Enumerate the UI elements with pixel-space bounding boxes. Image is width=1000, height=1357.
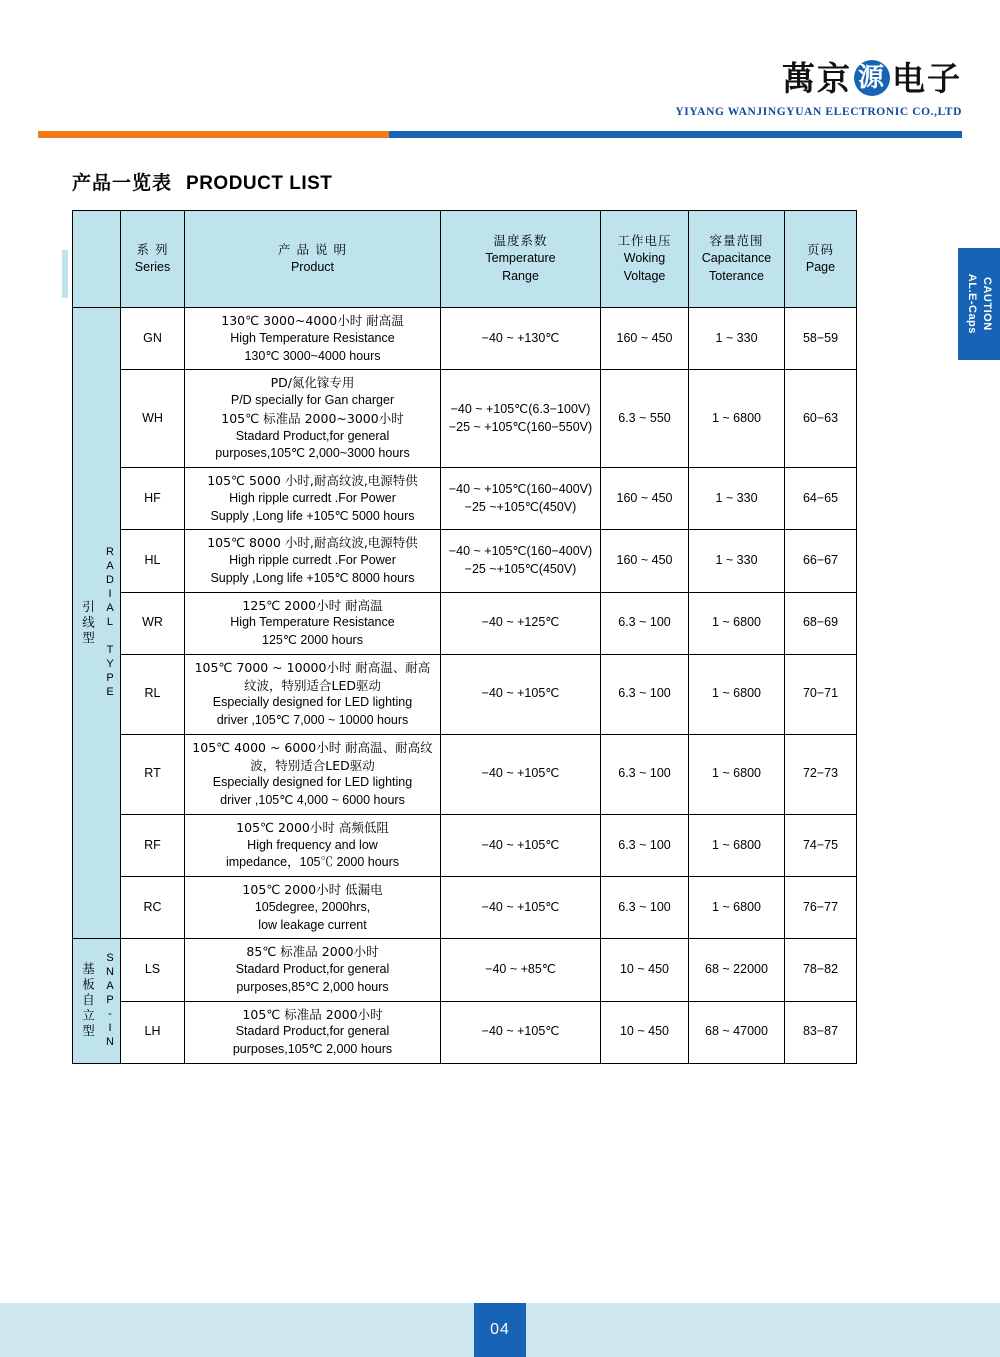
cell-product bbox=[185, 1001, 441, 1063]
product-line: High ripple curredt .For Power bbox=[229, 490, 396, 505]
product-line: High Temperature Resistance bbox=[230, 615, 395, 630]
header-series-cn: 系 列 bbox=[136, 242, 169, 258]
product-line: purposes,105℃ 2,000~3000 hours bbox=[215, 446, 410, 461]
temperature-line: −40 ~ +105℃ bbox=[481, 766, 560, 781]
table-row bbox=[73, 530, 857, 592]
cell-voltage: 160 ~ 450 bbox=[601, 530, 689, 592]
logo-cn-right: 电子 bbox=[892, 59, 962, 98]
cell-temperature bbox=[441, 370, 601, 468]
cell-capacitance: 68 ~ 22000 bbox=[689, 939, 785, 1001]
logo-chinese-name bbox=[675, 59, 962, 99]
group-label-en: SNAP-IN bbox=[103, 952, 116, 1050]
temperature-line: −40 ~ +105℃(160−400V) bbox=[448, 544, 593, 559]
header-capacitance-en: Capacitance bbox=[701, 251, 772, 266]
cell-series: HF bbox=[121, 468, 185, 530]
product-line: 105℃ 2000小时 高频低阻 bbox=[236, 819, 389, 835]
footer-page-number: 04 bbox=[474, 1303, 526, 1357]
product-line: low leakage current bbox=[258, 917, 367, 932]
product-line: 105℃ 8000 小时,耐高纹波,电源特供 bbox=[207, 535, 418, 551]
page-title-english: PRODUCT LIST bbox=[186, 173, 333, 194]
product-line: High ripple curredt .For Power bbox=[229, 553, 396, 567]
cell-temperature bbox=[441, 814, 601, 876]
header-temperature-en: Temperature bbox=[485, 251, 556, 266]
temperature-line: −40 ~ +105℃ bbox=[481, 686, 560, 701]
product-line: 105℃ 标准品 2000小时 bbox=[242, 1006, 383, 1022]
temperature-line: −40 ~ +105℃ bbox=[481, 837, 560, 852]
side-tab-line2: AL.E-Caps bbox=[966, 273, 978, 335]
cell-series: RC bbox=[121, 877, 185, 939]
cell-temperature bbox=[441, 877, 601, 939]
cell-product bbox=[185, 877, 441, 939]
table-body bbox=[73, 308, 857, 1064]
logo-cn-left: 萬京 bbox=[782, 59, 852, 98]
product-line: P/D specially for Gan charger bbox=[230, 393, 395, 407]
cell-voltage: 160 ~ 450 bbox=[601, 468, 689, 530]
cell-capacitance: 1 ~ 330 bbox=[689, 308, 785, 370]
cell-capacitance: 1 ~ 330 bbox=[689, 468, 785, 530]
cell-temperature bbox=[441, 734, 601, 814]
cell-page: 64−65 bbox=[785, 468, 857, 530]
left-accent-bar bbox=[62, 250, 68, 298]
table-row bbox=[73, 814, 857, 876]
cell-page: 60−63 bbox=[785, 370, 857, 468]
cell-product bbox=[185, 308, 441, 370]
cell-temperature bbox=[441, 592, 601, 654]
cell-capacitance: 68 ~ 47000 bbox=[689, 1001, 785, 1063]
cell-page: 66−67 bbox=[785, 530, 857, 592]
product-line: driver ,105℃ 4,000 ~ 6000 hours bbox=[220, 793, 405, 807]
cell-page: 70−71 bbox=[785, 654, 857, 734]
side-tab-line1: CAUTION bbox=[980, 277, 993, 331]
cell-temperature bbox=[441, 308, 601, 370]
table-row bbox=[73, 1001, 857, 1063]
cell-temperature bbox=[441, 468, 601, 530]
product-line: Supply ,Long life +105℃ 5000 hours bbox=[210, 508, 415, 523]
cell-page: 68−69 bbox=[785, 592, 857, 654]
product-line: High frequency and low bbox=[247, 837, 378, 852]
header-series bbox=[121, 211, 185, 308]
table-row bbox=[73, 654, 857, 734]
temperature-line: −40 ~ +105℃(160−400V) bbox=[448, 481, 593, 496]
product-line: Especially designed for LED lighting bbox=[212, 695, 413, 710]
product-line: purposes,105℃ 2,000 hours bbox=[232, 1042, 393, 1056]
product-line: 纹波，特别适合LED驱动 bbox=[244, 677, 381, 693]
table-row bbox=[73, 592, 857, 654]
product-line: impedance，105℃ 2000 hours bbox=[225, 855, 400, 870]
temperature-line: −40 ~ +105℃(6.3−100V) bbox=[450, 401, 591, 416]
header-voltage-en: Woking bbox=[623, 251, 666, 266]
cell-page: 83−87 bbox=[785, 1001, 857, 1063]
cell-product bbox=[185, 734, 441, 814]
temperature-line: −40 ~ +105℃ bbox=[481, 899, 560, 914]
page-header bbox=[0, 0, 1000, 140]
product-line: 105℃ 4000 ~ 6000小时 耐高温、耐高纹 bbox=[192, 739, 433, 755]
cell-voltage: 6.3 ~ 100 bbox=[601, 734, 689, 814]
cell-page: 58−59 bbox=[785, 308, 857, 370]
product-line: 125℃ 2000 hours bbox=[262, 633, 363, 647]
cell-page: 72−73 bbox=[785, 734, 857, 814]
table-head bbox=[73, 211, 857, 308]
product-line: Stadard Product,for general bbox=[235, 962, 390, 976]
cell-capacitance: 1 ~ 330 bbox=[689, 530, 785, 592]
company-logo bbox=[675, 59, 962, 118]
cell-voltage: 6.3 ~ 100 bbox=[601, 654, 689, 734]
cell-voltage: 6.3 ~ 100 bbox=[601, 877, 689, 939]
header-series-en: Series bbox=[134, 260, 171, 274]
group-label-cn: 引线型 bbox=[80, 599, 96, 647]
header-voltage-en2: Voltage bbox=[623, 268, 666, 283]
temperature-line: −40 ~ +85℃ bbox=[485, 962, 556, 976]
cell-temperature bbox=[441, 530, 601, 592]
cell-series: RL bbox=[121, 654, 185, 734]
product-line: 105℃ 5000 小时,耐高纹波,电源特供 bbox=[207, 473, 418, 488]
cell-product bbox=[185, 530, 441, 592]
side-tab-label bbox=[964, 274, 994, 334]
product-line: PD/氮化镓专用 bbox=[270, 375, 355, 391]
cell-capacitance: 1 ~ 6800 bbox=[689, 877, 785, 939]
product-line: 130℃ 3000~4000小时 耐高温 bbox=[221, 313, 404, 328]
product-table-container bbox=[72, 210, 856, 1064]
product-line: 85℃ 标准品 2000小时 bbox=[246, 944, 379, 960]
cell-temperature bbox=[441, 1001, 601, 1063]
cell-temperature bbox=[441, 939, 601, 1001]
header-voltage-cn: 工作电压 bbox=[617, 233, 672, 249]
header-product-cn: 产 品 说 明 bbox=[278, 242, 347, 258]
table-header-row bbox=[73, 211, 857, 308]
side-tab-caution bbox=[958, 248, 1000, 360]
product-line: 105℃ 7000 ~ 10000小时 耐高温、耐高 bbox=[194, 659, 431, 675]
cell-voltage: 6.3 ~ 550 bbox=[601, 370, 689, 468]
product-line: 125℃ 2000小时 耐高温 bbox=[242, 597, 383, 613]
header-page bbox=[785, 211, 857, 308]
header-rule-orange bbox=[38, 131, 389, 138]
cell-voltage: 10 ~ 450 bbox=[601, 939, 689, 1001]
cell-product bbox=[185, 468, 441, 530]
group-cell bbox=[73, 308, 121, 939]
cell-voltage: 160 ~ 450 bbox=[601, 308, 689, 370]
product-line: 波，特别适合LED驱动 bbox=[250, 757, 375, 773]
temperature-line: −40 ~ +125℃ bbox=[481, 615, 560, 630]
cell-voltage: 6.3 ~ 100 bbox=[601, 592, 689, 654]
group-label-en: RADIAL TYPE bbox=[103, 546, 116, 701]
header-capacitance bbox=[689, 211, 785, 308]
cell-voltage: 10 ~ 450 bbox=[601, 1001, 689, 1063]
temperature-line: −25 ~+105℃(450V) bbox=[464, 561, 577, 576]
logo-cn-circle: 源 bbox=[854, 60, 890, 96]
product-line: purposes,85℃ 2,000 hours bbox=[236, 979, 389, 994]
table-row bbox=[73, 939, 857, 1001]
cell-series: WR bbox=[121, 592, 185, 654]
header-temperature-en2: Range bbox=[502, 268, 539, 283]
product-line: 130℃ 3000~4000 hours bbox=[244, 348, 381, 363]
header-product bbox=[185, 211, 441, 308]
cell-page: 76−77 bbox=[785, 877, 857, 939]
header-capacitance-en2: Toterance bbox=[709, 268, 764, 283]
cell-series: RF bbox=[121, 814, 185, 876]
header-temperature-cn: 温度系数 bbox=[493, 233, 548, 249]
group-cell bbox=[73, 939, 121, 1064]
temperature-line: −40 ~ +130℃ bbox=[481, 330, 560, 345]
cell-series: HL bbox=[121, 530, 185, 592]
header-product-en: Product bbox=[290, 260, 335, 274]
table-row bbox=[73, 370, 857, 468]
cell-product bbox=[185, 814, 441, 876]
header-page-en: Page bbox=[805, 260, 836, 274]
header-rule-blue bbox=[389, 131, 962, 138]
header-page-cn: 页码 bbox=[806, 242, 834, 258]
cell-series: LS bbox=[121, 939, 185, 1001]
product-line: Stadard Product,for general bbox=[235, 428, 390, 443]
table-row bbox=[73, 308, 857, 370]
product-line: High Temperature Resistance bbox=[230, 330, 395, 345]
cell-voltage: 6.3 ~ 100 bbox=[601, 814, 689, 876]
page-title-chinese: 产品一览表 bbox=[72, 172, 173, 194]
product-line: Especially designed for LED lighting bbox=[212, 775, 413, 790]
cell-series: RT bbox=[121, 734, 185, 814]
cell-page: 78−82 bbox=[785, 939, 857, 1001]
cell-product bbox=[185, 592, 441, 654]
table-row bbox=[73, 734, 857, 814]
cell-series: GN bbox=[121, 308, 185, 370]
header-temperature bbox=[441, 211, 601, 308]
page-title bbox=[72, 168, 332, 195]
table-row bbox=[73, 877, 857, 939]
cell-capacitance: 1 ~ 6800 bbox=[689, 370, 785, 468]
product-line: driver ,105℃ 7,000 ~ 10000 hours bbox=[216, 713, 409, 727]
temperature-line: −25 ~ +105℃(160−550V) bbox=[448, 419, 593, 434]
cell-capacitance: 1 ~ 6800 bbox=[689, 814, 785, 876]
temperature-line: −25 ~+105℃(450V) bbox=[464, 499, 577, 514]
header-group bbox=[73, 211, 121, 308]
cell-series: LH bbox=[121, 1001, 185, 1063]
header-rule bbox=[38, 131, 962, 138]
product-line: 105℃ 标准品 2000~3000小时 bbox=[221, 410, 404, 426]
product-line: 105℃ 2000小时 低漏电 bbox=[242, 882, 383, 897]
cell-product bbox=[185, 370, 441, 468]
header-capacitance-cn: 容量范围 bbox=[709, 233, 764, 249]
cell-capacitance: 1 ~ 6800 bbox=[689, 654, 785, 734]
cell-product bbox=[185, 939, 441, 1001]
product-table bbox=[72, 210, 857, 1064]
temperature-line: −40 ~ +105℃ bbox=[481, 1024, 560, 1039]
product-line: Stadard Product,for general bbox=[235, 1024, 390, 1039]
cell-capacitance: 1 ~ 6800 bbox=[689, 734, 785, 814]
logo-english-name: YIYANG WANJINGYUAN ELECTRONIC CO.,LTD bbox=[675, 106, 962, 118]
cell-temperature bbox=[441, 654, 601, 734]
table-row bbox=[73, 468, 857, 530]
cell-capacitance: 1 ~ 6800 bbox=[689, 592, 785, 654]
group-label-cn: 基板自立型 bbox=[80, 962, 96, 1040]
header-voltage bbox=[601, 211, 689, 308]
cell-page: 74−75 bbox=[785, 814, 857, 876]
product-line: 105degree, 2000hrs, bbox=[254, 899, 371, 914]
product-line: Supply ,Long life +105℃ 8000 hours bbox=[210, 570, 415, 585]
cell-product bbox=[185, 654, 441, 734]
cell-series: WH bbox=[121, 370, 185, 468]
